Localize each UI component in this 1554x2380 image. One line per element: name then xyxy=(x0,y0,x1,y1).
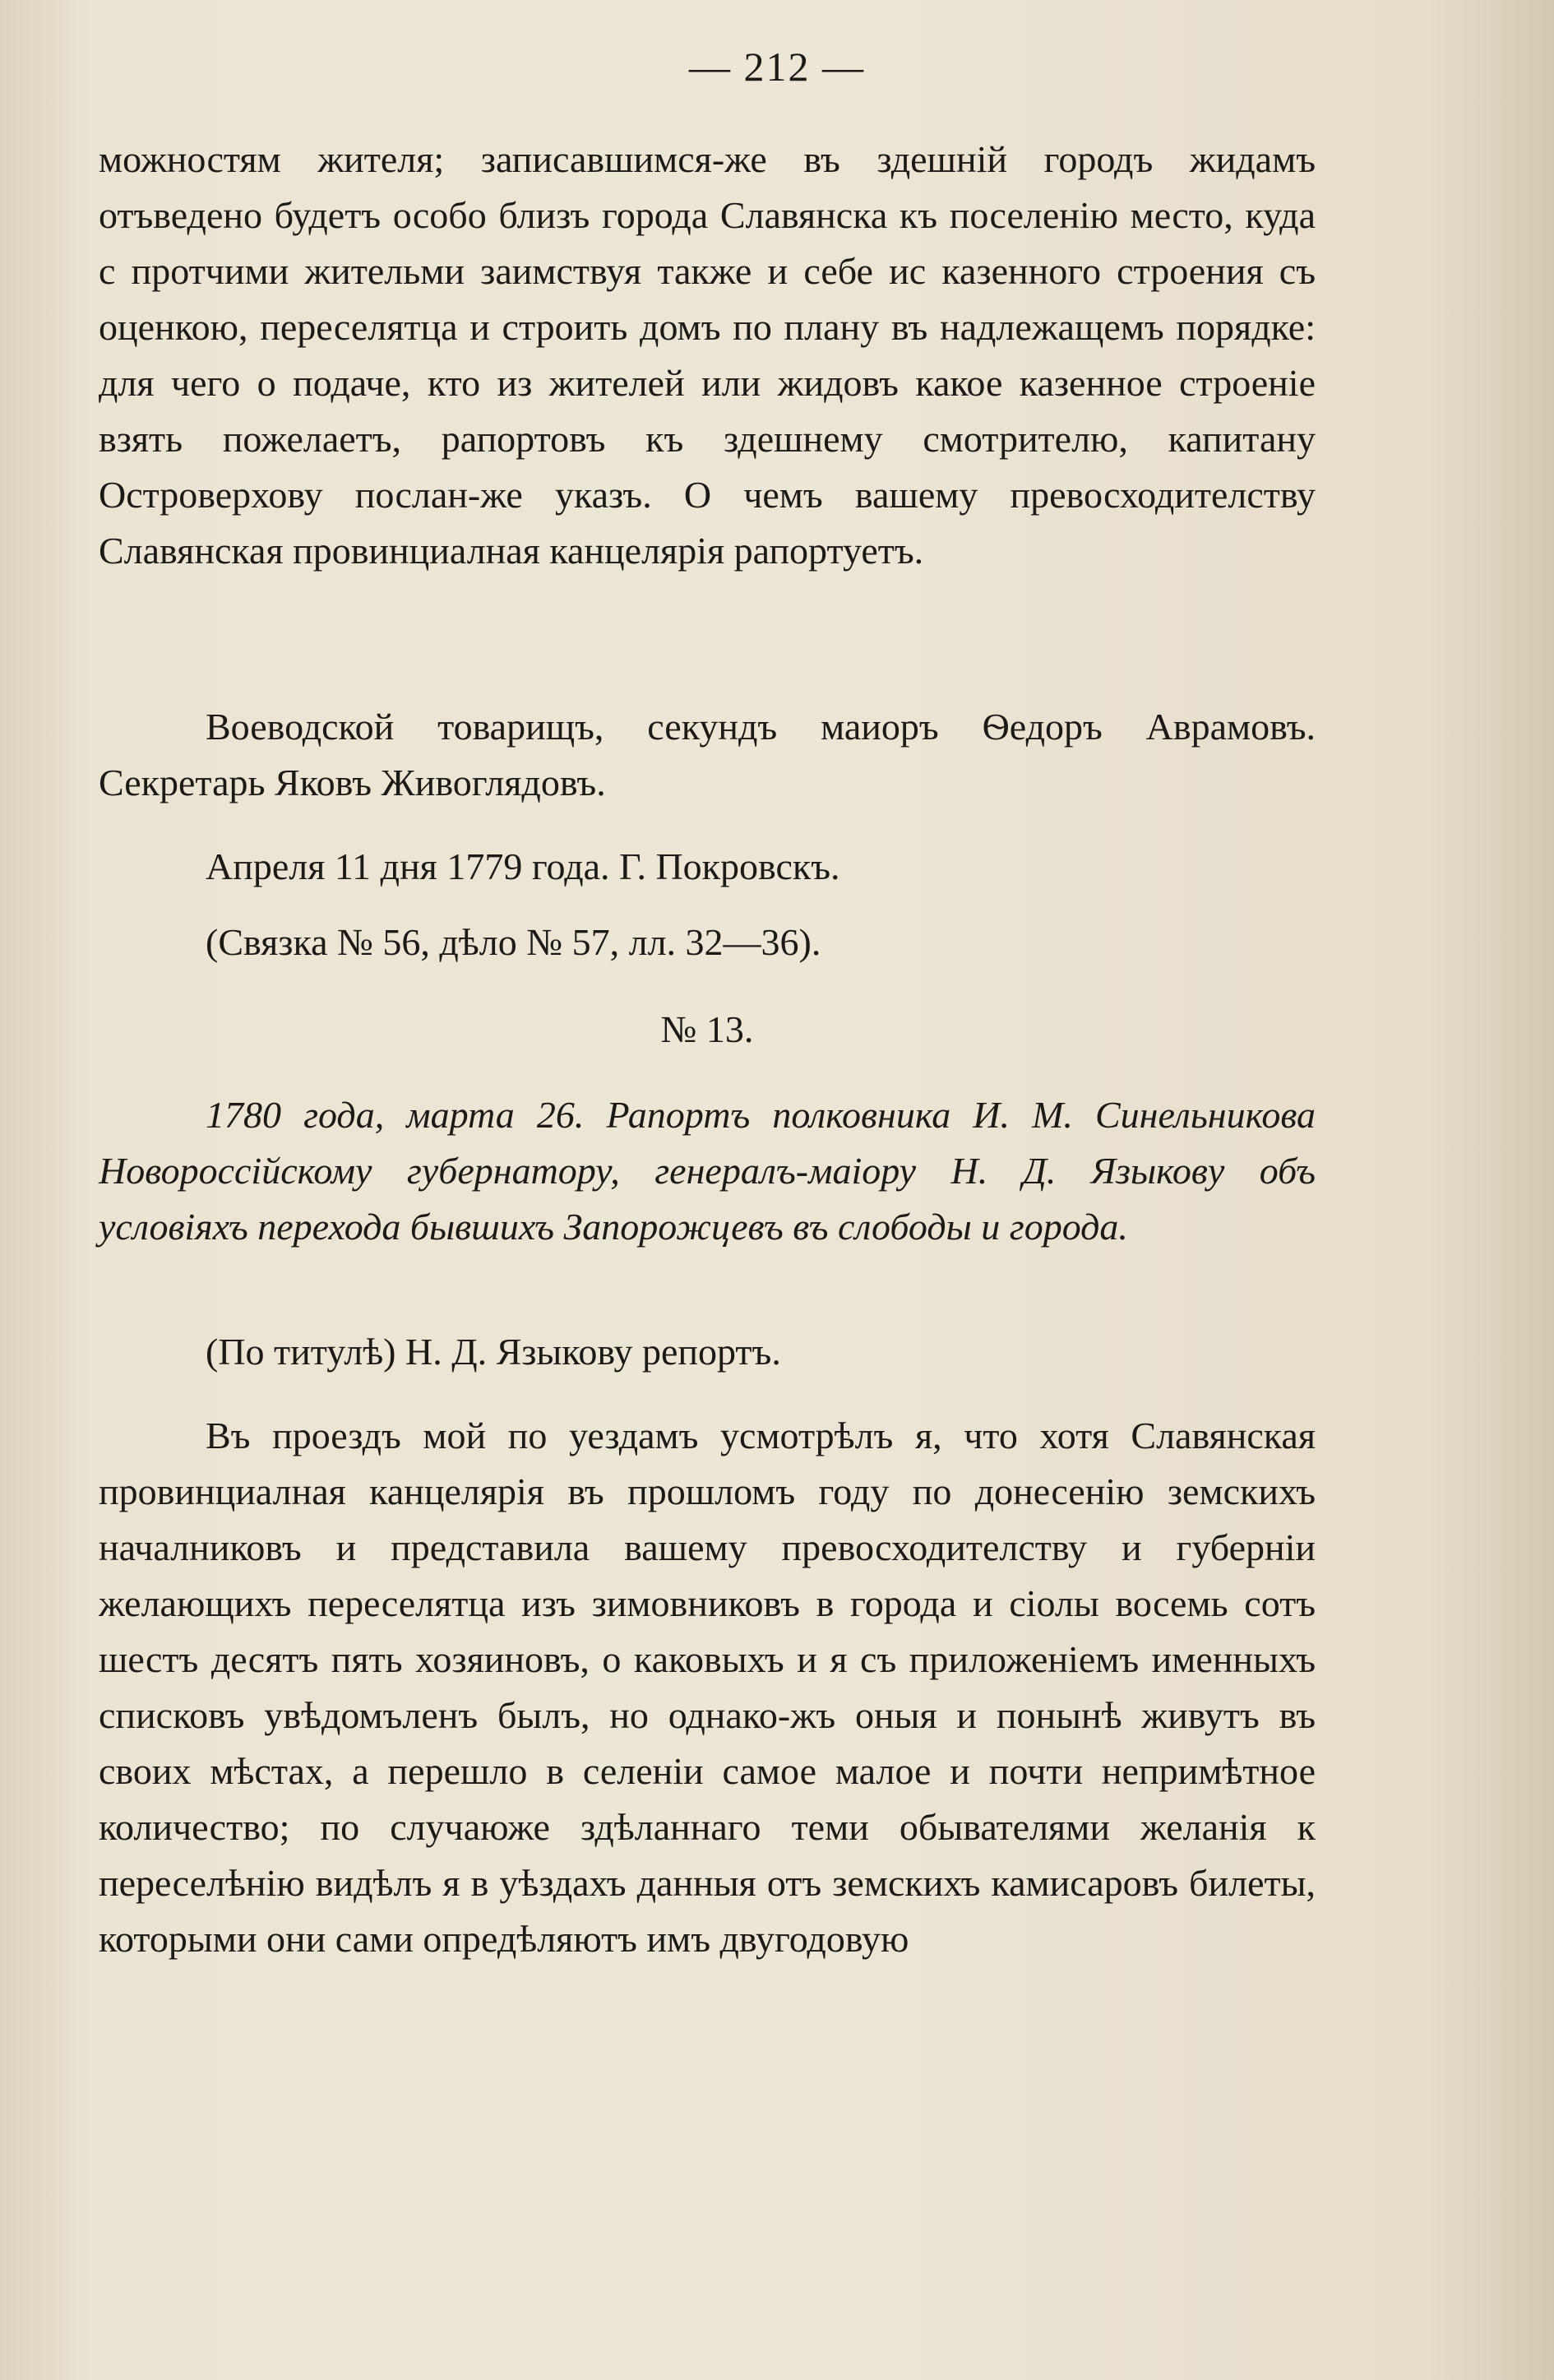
paragraph-continuation xyxy=(99,132,1316,579)
paragraph-text: Апреля 11 дня 1779 года. Г. Покровскъ. xyxy=(206,845,840,887)
paragraph-text: (Связка № 56, дѣло № 57, лл. 32—36). xyxy=(206,921,821,963)
signature-paragraph xyxy=(99,699,1316,811)
document-heading xyxy=(99,1087,1316,1255)
paragraph-text: можностям жителя; записавшимся-же въ здешній городъ жидамъ отъведено будетъ особо близъ города Славянска къ поселенію место, куда с протчими жительми заимствуя также и себе ис казенного строения съ оценкою, переселятца и строить домъ по плану въ надлежащемъ порядке: для чего о подаче, кто из жителей или жидовъ какое казенное строеніе взять пожелаетъ, рапортовъ къ здешнему смотрителю, капитану Островерхову послан-же указъ. О чемъ вашему превосходителству Славянская провинциалная канцелярія рапортуетъ. xyxy=(99,138,1316,572)
date-line xyxy=(99,839,1316,895)
body-paragraph xyxy=(99,1408,1316,1967)
document-number-text: № 13. xyxy=(660,1008,754,1050)
paragraph-text: (По титулѣ) Н. Д. Языкову репортъ. xyxy=(206,1331,781,1373)
archive-reference xyxy=(99,914,1316,970)
paragraph-text: Воеводской товарищъ, секундъ маиоръ Ѳедоръ Аврамовъ. Секретарь Яковъ Живоглядовъ. xyxy=(99,706,1316,803)
document-number xyxy=(99,1002,1316,1058)
addressee-line xyxy=(99,1324,1316,1380)
heading-text: 1780 года, марта 26. Рапортъ полковника И. М. Синельникова Новороссійскому губернатору, генералъ-маіору Н. Д. Языкову объ условіяхъ перехода бывшихъ Запорожцевъ въ слободы и города. xyxy=(99,1094,1316,1248)
paragraph-text: Въ проездъ мой по уездамъ усмотрѣлъ я, что хотя Славянская провинциалная канцелярія въ прошломъ году по донесенію земскихъ началниковъ и представила вашему превосходителству и губерніи желающихъ переселятца изъ зимовниковъ в города и сіолы восемь сотъ шестъ десятъ пять хозяиновъ, о каковыхъ и я съ приложеніемъ именныхъ списковъ увѣдомъленъ былъ, но однако-жъ оныя и понынѣ живутъ въ своих мѣстах, а перешло в селеніи самое малое и почти непримѣтное количество; по случаюже здѣланнаго теми обывателями желанія к переселѣнію видѣлъ я в уѣздахъ данныя отъ земскихъ камисаровъ билеты, которыми они сами опредѣляютъ имъ двугодовую xyxy=(99,1415,1316,1960)
page-number: — 212 — xyxy=(689,44,865,90)
